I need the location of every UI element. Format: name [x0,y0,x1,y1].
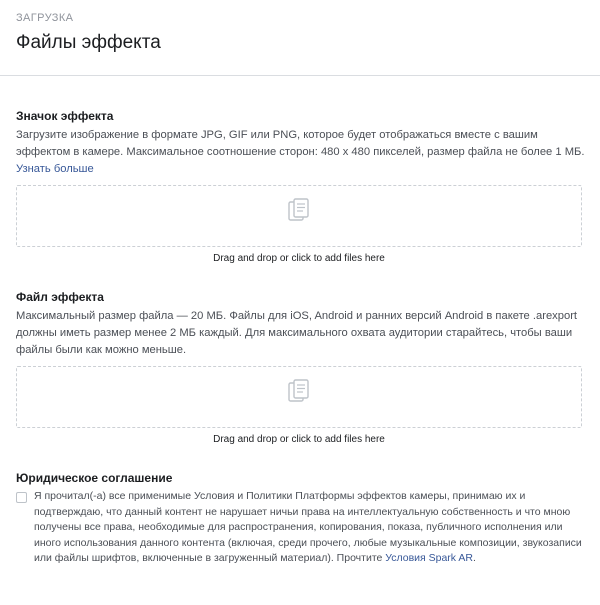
effect-file-title: Файл эффекта [16,290,104,304]
legal-text [34,489,584,567]
effect-file-description: Максимальный размер файла — 20 МБ. Файлы для iOS, Android и ранних версий Android в пакете .arexport должны иметь размер менее 2 МБ каждый. Для максимального охвата аудитории старайтесь, чтобы ваши файлы были как можно меньше. [16,310,578,356]
section-eyebrow: ЗАГРУЗКА [16,12,74,24]
learn-more-link[interactable]: Узнать больше [16,163,94,175]
legal-agree-checkbox[interactable] [16,492,27,503]
effect-icon-title: Значок эффекта [16,109,114,123]
effect-icon-dropzone-label: Drag and drop or click to add files here [213,253,385,264]
files-icon [287,379,311,405]
spark-ar-terms-link[interactable]: Условия Spark AR [385,552,473,564]
page-title: Файлы эффекта [16,32,161,53]
effect-icon-dropzone[interactable] [16,185,582,247]
files-icon [287,198,311,224]
effect-file-dropzone-label: Drag and drop or click to add files here [213,434,385,445]
effect-icon-description [16,127,586,178]
effect-icon-description-text: Загрузите изображение в формате JPG, GIF или PNG, которое будет отображаться вместе с вашим эффектом в камере. Максимальное соотношение сторон: 480 x 480 пикселей, размер файла не более 1 МБ. [16,129,585,158]
effect-file-dropzone[interactable] [16,366,582,428]
page-header [0,0,600,76]
legal-text-body: Я прочитал(-а) все применимые Условия и Политики Платформы эффектов камеры, принимаю их и подтверждаю, что данный контент не нарушает ничьи права на интеллектуальную собственность и что мною получены все права, необходимые для распространения, копирования, показа, публичного исполнения или иного использования данного контента (включая, среди прочего, любые музыкальные композиции, звукозаписи или файлы шрифтов, включенные в загруженный материал). Прочтите [34,490,582,564]
legal-title: Юридическое соглашение [16,471,173,485]
legal-text-suffix: . [472,552,476,564]
